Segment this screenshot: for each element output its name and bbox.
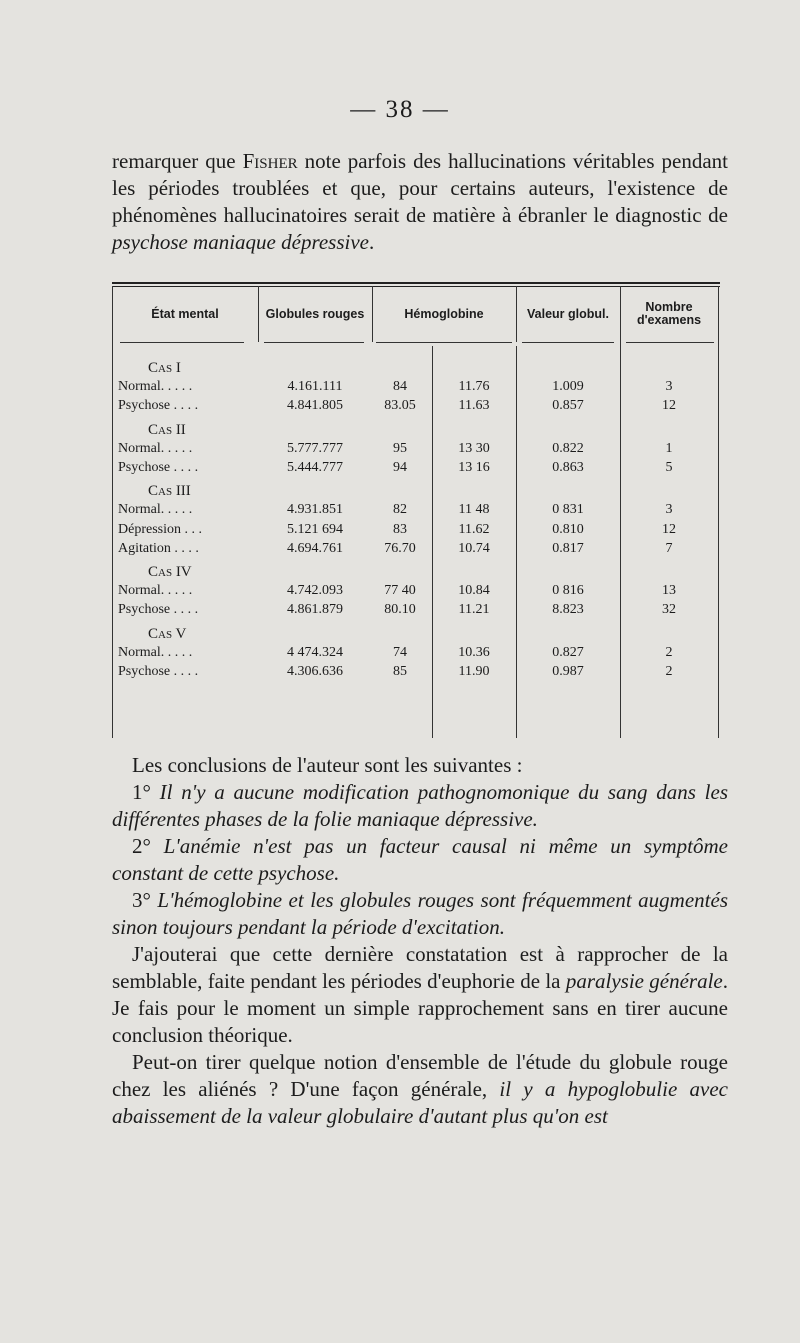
cell-hemo1: 94 — [393, 460, 407, 475]
header-etat-mental: État mental — [151, 307, 219, 321]
cell-nombre: 5 — [665, 460, 673, 475]
conclusion-2: 2° L'anémie n'est pas un facteur causal ni même un symptôme constant de cette psychose. — [112, 834, 728, 885]
case-label: Cas III — [148, 483, 191, 500]
cell-valeur: 0 816 — [552, 583, 584, 599]
cell-globules: 4 474.324 — [287, 644, 343, 660]
case-label: Cas IV — [148, 564, 192, 580]
cell-valeur: 0.987 — [552, 664, 584, 679]
cell-etat: Normal. . . . . — [118, 583, 193, 599]
cell-nombre: 13 — [662, 583, 676, 599]
cell-hemo2: 11.21 — [458, 602, 490, 618]
cell-hemo2: 11.90 — [458, 664, 490, 679]
cell-nombre: 1 — [665, 440, 673, 456]
cell-valeur: 0.827 — [552, 644, 584, 660]
page-number: — 38 — — [350, 96, 450, 123]
conclusions-title: Les conclusions de l'auteur sont les suivantes : — [132, 753, 523, 777]
cell-globules: 5.777.777 — [287, 440, 343, 456]
cell-globules: 4.161.111 — [287, 379, 343, 395]
cell-valeur: 1.009 — [552, 379, 584, 395]
cell-valeur: 0.863 — [552, 460, 584, 475]
cell-valeur: 0.822 — [552, 440, 584, 456]
cell-hemo1: 82 — [393, 502, 407, 518]
cell-nombre: 12 — [662, 398, 676, 414]
last-paragraph: Peut-on tirer quelque notion d'ensemble de l'étude du globule rouge chez les aliénés ? D'une façon générale, il y a hypoglobulie avec abaissement de la valeur globulaire d'autant plus qu'on est — [112, 1050, 728, 1128]
header-hemoglobine: Hémoglobine — [404, 307, 484, 321]
cell-hemo1: 83 — [393, 521, 407, 537]
cell-etat: Psychose . . . . — [118, 602, 199, 618]
cell-etat: Normal. . . . . — [118, 502, 193, 518]
cell-hemo1: 95 — [393, 440, 407, 456]
conclusion-3: 3° L'hémoglobine et les globules rouges sont fréquemment augmentés sinon toujours pendant la période d'excitation. — [112, 888, 728, 939]
cell-nombre: 2 — [665, 644, 673, 660]
case-label: Cas II — [148, 421, 186, 438]
case-label: Cas I — [148, 360, 181, 376]
cell-hemo1: 85 — [393, 664, 407, 679]
cell-valeur: 8.823 — [552, 602, 584, 618]
conclusions-section — [112, 752, 728, 1130]
cell-hemo2: 13 30 — [458, 440, 490, 456]
header-valeur-globulaire: Valeur globul. — [527, 307, 609, 321]
intro-paragraph: remarquer que Fisher note parfois des hallucinations véritables pendant les périodes troublées et que, pour certains auteurs, l'existence de phénomènes hallucinatoires serait de matière à ébranler le diagnostic de psychose maniaque dépressive. — [112, 149, 728, 254]
cell-hemo2: 10.84 — [458, 583, 490, 599]
cell-etat: Psychose . . . . — [118, 460, 199, 475]
cell-globules: 4.841.805 — [287, 398, 343, 414]
cell-etat: Dépression . . . — [118, 521, 202, 537]
cell-globules: 4.861.879 — [287, 602, 343, 618]
follow-paragraph: J'ajouterai que cette dernière constatation est à rapprocher de la semblable, faite pendant les périodes d'euphorie de la paralysie générale. Je fais pour le moment un simple rapprochement sans en tirer aucune conclusion théorique. — [112, 942, 728, 1047]
case-label: Cas V — [148, 625, 187, 642]
cell-etat: Normal. . . . . — [118, 440, 193, 456]
cell-globules: 4.306.636 — [287, 664, 343, 679]
cell-valeur: 0 831 — [552, 502, 584, 518]
cell-etat: Normal. . . . . — [118, 379, 193, 395]
cell-etat: Psychose . . . . — [118, 664, 199, 679]
cell-valeur: 0.817 — [552, 540, 584, 556]
cell-hemo2: 10.74 — [458, 540, 490, 556]
author-name: Fisher — [242, 149, 298, 173]
cell-nombre: 32 — [662, 602, 676, 618]
cell-hemo1: 74 — [393, 644, 407, 660]
cell-globules: 4.742.093 — [287, 583, 343, 599]
cell-globules: 5.444.777 — [287, 460, 343, 475]
cell-nombre: 2 — [665, 664, 673, 679]
cell-hemo2: 11.63 — [458, 398, 490, 414]
cell-valeur: 0.810 — [552, 521, 584, 537]
cell-hemo2: 11 48 — [458, 502, 490, 518]
cell-etat: Normal. . . . . — [118, 644, 193, 660]
cell-nombre: 7 — [665, 540, 673, 556]
cell-etat: Psychose . . . . — [118, 398, 199, 414]
cell-hemo1: 84 — [393, 379, 407, 395]
header-nombre-examens: Nombre d'examens — [636, 300, 702, 327]
cell-hemo2: 10.36 — [458, 644, 490, 660]
cell-globules: 4.694.761 — [287, 540, 343, 556]
cell-hemo2: 13 16 — [458, 460, 490, 475]
conclusion-1: 1° Il n'y a aucune modification pathognomonique du sang dans les différentes phases de la folie maniaque dépressive. — [112, 780, 728, 831]
cell-hemo1: 76.70 — [384, 540, 416, 556]
cell-hemo1: 77 40 — [384, 583, 416, 599]
cell-hemo1: 83.05 — [384, 398, 416, 414]
cell-valeur: 0.857 — [552, 398, 584, 414]
cell-hemo2: 11.62 — [458, 521, 490, 537]
cell-globules: 5.121 694 — [287, 521, 343, 537]
cell-nombre: 12 — [662, 521, 676, 537]
header-globules-rouges: Globules rouges — [265, 307, 365, 321]
cell-nombre: 3 — [665, 379, 673, 395]
cell-etat: Agitation . . . . — [118, 540, 199, 556]
cell-globules: 4.931.851 — [287, 502, 343, 518]
blood-data-table — [112, 282, 720, 738]
cell-hemo2: 11.76 — [458, 379, 490, 395]
cell-nombre: 3 — [665, 502, 673, 518]
cell-hemo1: 80.10 — [384, 602, 416, 618]
